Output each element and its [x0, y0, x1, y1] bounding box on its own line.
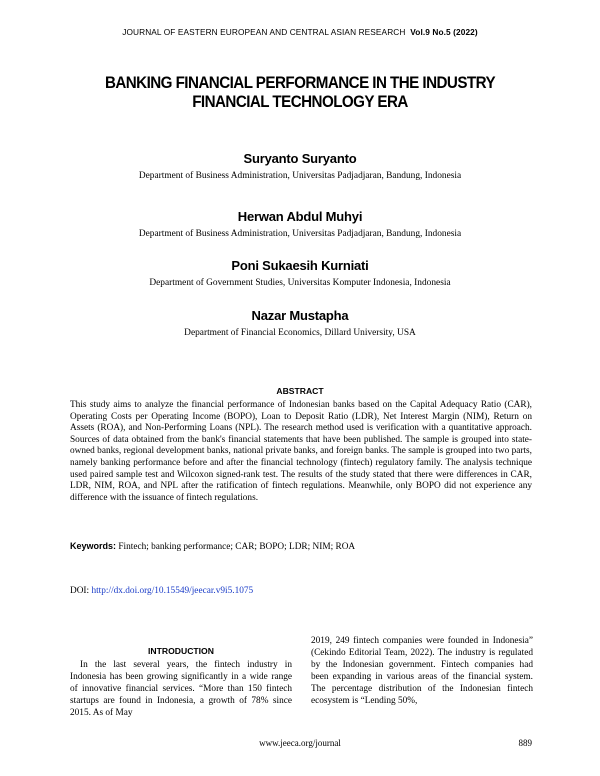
journal-name: JOURNAL OF EASTERN EUROPEAN AND CENTRAL ASIAN RESEARCH [122, 27, 406, 37]
abstract-heading: ABSTRACT [276, 386, 324, 396]
author-block [0, 258, 600, 288]
introduction-right-column: 2019, 249 fintech companies were founded in Indonesia” (Cekindo Editorial Team, 2022). The industry is regulated by the Indonesian government. Fintech companies had been expanding in various areas of the financial system. The percentage distribution of the Indonesian fintech ecosystem is “Lending 50%, [311, 636, 533, 706]
paper-title [61, 74, 539, 112]
author-affiliation: Department of Business Administration, Universitas Padjadjaran, Bandung, Indonesia [138, 229, 462, 239]
author-block [0, 151, 600, 181]
introduction-left-column: In the last several years, the fintech industry in Indonesia has been growing significantly in a wide range of innovative financial services. “More than 150 fintech startups are found in Indonesia, a growth of 78% since 2015. As of May [70, 660, 292, 718]
footer-url: www.jeeca.org/journal [259, 738, 341, 748]
author-name: Herwan Abdul Muhyi [237, 209, 363, 224]
doi [70, 586, 253, 596]
keywords-label: Keywords: [70, 541, 117, 551]
author-affiliation: Department of Business Administration, Universitas Padjadjaran, Bandung, Indonesia [138, 171, 462, 181]
author-name: Nazar Mustapha [251, 308, 349, 323]
introduction-heading: INTRODUCTION [148, 646, 214, 656]
author-block [0, 308, 600, 338]
journal-volume: Vol.9 No.5 (2022) [410, 27, 478, 37]
keywords [70, 541, 532, 552]
abstract-text: This study aims to analyze the financial performance of Indonesian banks based on the Capital Adequacy Ratio (CAR), Operating Costs per Operating Income (BOPO), Loan to Deposit Ratio (LDR), Net Interest Margin (NIM), Return on Assets (ROA), and Non-Performing Loans (NPL). The research method used is verification with a quantitative approach. Sources of data obtained from the bank's financial statements that have been published. The sample is grouped into state-owned banks, regional development banks, national private banks, and foreign banks. The sample is grouped into two parts, namely banking performance before and after the financial technology (fintech) regulatory family. The analysis technique used paired sample test and Wilcoxon signed-rank test. The results of the study stated that there were differences in CAR, LDR, NIM, ROA, and NPL after the ratification of fintech regulations. Meanwhile, only BOPO did not experience any difference with the issuance of fintech regulations. [70, 400, 532, 503]
author-affiliation: Department of Government Studies, Universitas Komputer Indonesia, Indonesia [149, 278, 451, 288]
doi-label: DOI: [70, 586, 90, 596]
author-name: Suryanto Suryanto [243, 151, 357, 166]
keywords-value: Fintech; banking performance; CAR; BOPO; LDR; NIM; ROA [118, 542, 356, 552]
doi-link[interactable]: http://dx.doi.org/10.15549/jeecar.v9i5.1075 [91, 586, 254, 596]
paper-title-line-2: FINANCIAL TECHNOLOGY ERA [192, 93, 408, 111]
author-block [0, 209, 600, 239]
paper-title-line-1: BANKING FINANCIAL PERFORMANCE IN THE INDUSTRY [104, 74, 496, 92]
author-name: Poni Sukaesih Kurniati [231, 258, 369, 273]
page-number: 889 [518, 738, 532, 748]
running-head [0, 27, 600, 37]
author-affiliation: Department of Financial Economics, Dillard University, USA [184, 328, 416, 338]
